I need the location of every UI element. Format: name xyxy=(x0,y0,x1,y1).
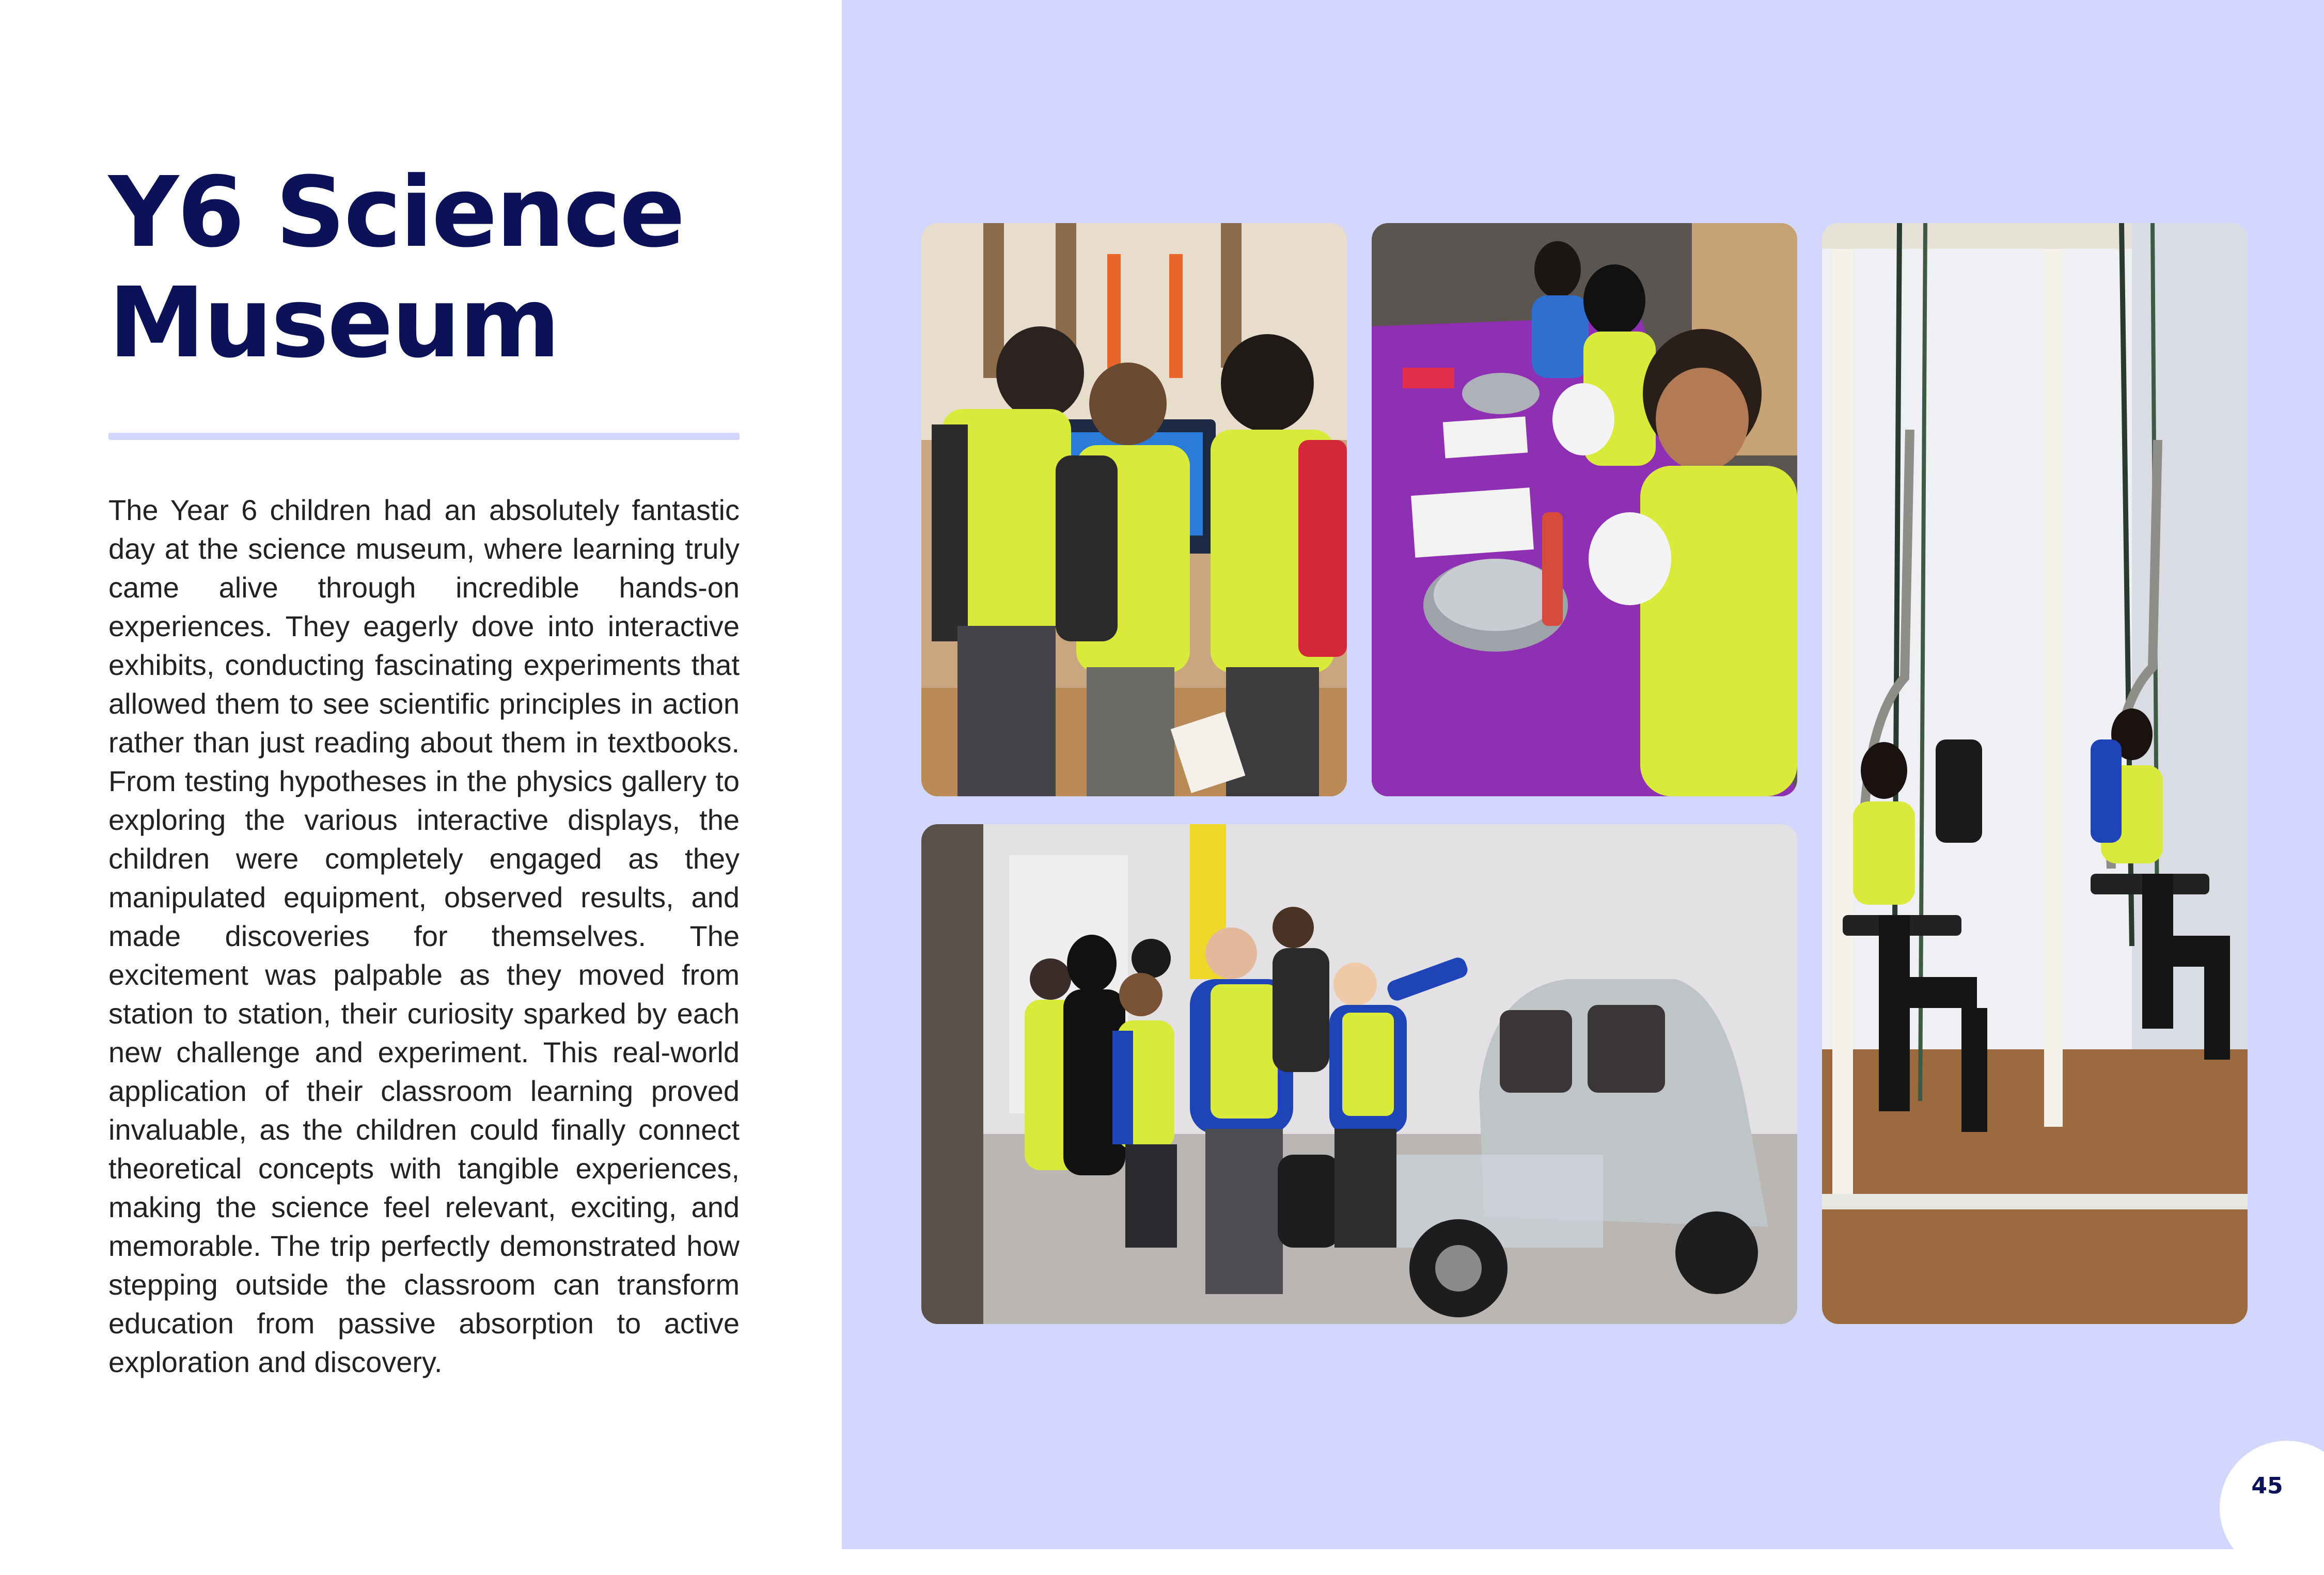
photo-image xyxy=(921,223,1347,796)
body-paragraph: The Year 6 children had an absolutely fantastic day at the science museum, where learning truly came alive through incredible hands-on experiences. They eagerly dove into interactive exhibits, conducting fascinating experiments that allowed them to see scientific principles in action rather than just reading about them in textbooks. From testing hypotheses in the physics gallery to exploring the various interactive displays, the children were completely engaged as they manipulated equipment, observed results, and made discoveries for themselves. The excitement was palpable as they moved from station to station, their curiosity sparked by each new challenge and experiment. This real-world application of their classroom learning proved invaluable, as the children could finally connect theoretical concepts with tangible experiences, making the science feel relevant, exciting, and memorable. The trip perfectly demonstrated how stepping outside the classroom can transform education from passive absorption to active exploration and discovery. xyxy=(108,494,740,1378)
photo-child-experiment-purple-table xyxy=(1372,223,1797,796)
photo-children-pulley-seats xyxy=(1822,223,2248,1324)
text-panel xyxy=(0,0,842,1549)
photo-image xyxy=(1372,223,1797,796)
photo-image xyxy=(1822,223,2248,1324)
photo-group-with-vintage-car xyxy=(921,824,1797,1324)
photo-image xyxy=(921,824,1797,1324)
page-title: Y6 Science Museum xyxy=(108,156,684,380)
photo-children-at-interactive-screen xyxy=(921,223,1347,796)
title-divider xyxy=(108,433,740,440)
page-number: 45 xyxy=(2251,1473,2283,1499)
